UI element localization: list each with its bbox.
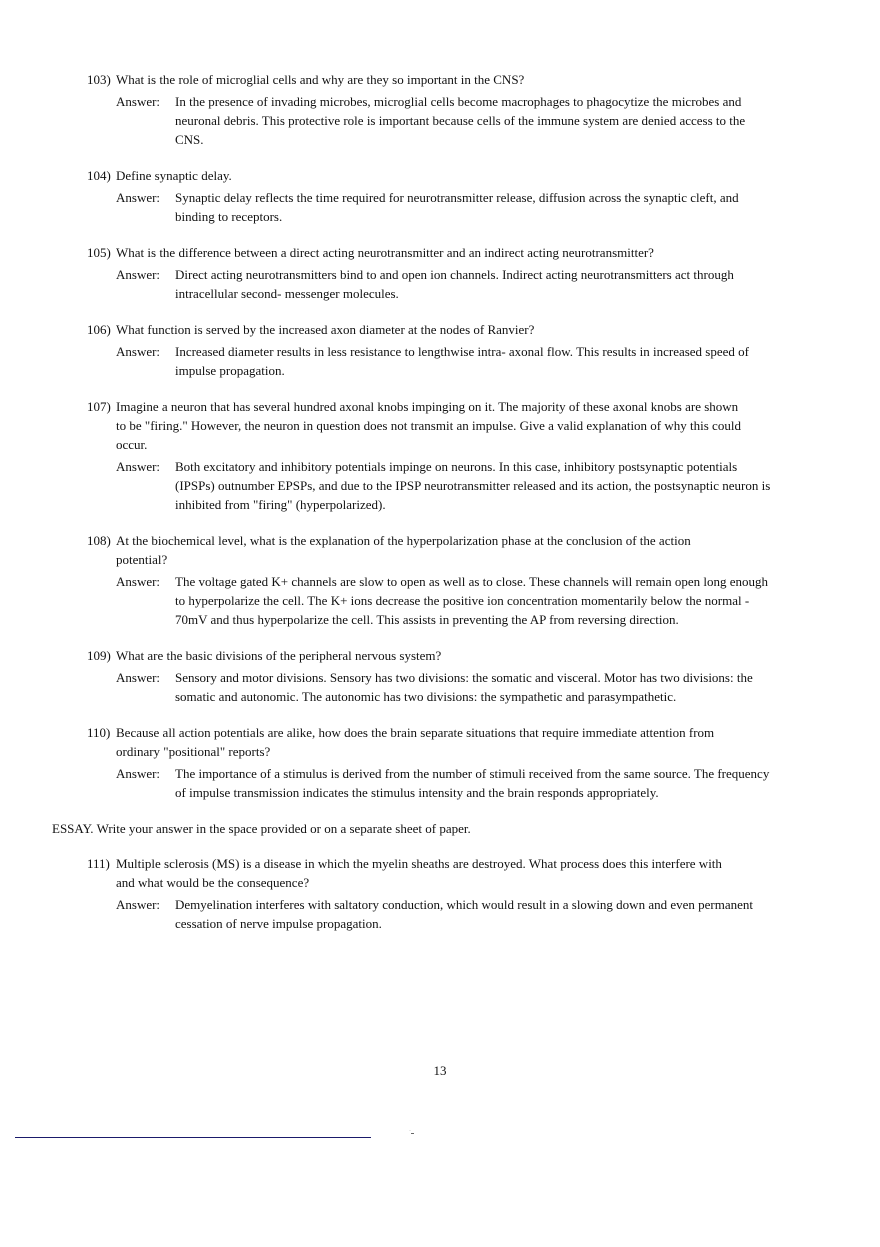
question-110 (87, 723, 772, 802)
question-line (87, 854, 772, 892)
question-105 (87, 243, 772, 303)
answer-label: Answer: (116, 897, 161, 912)
question-number: 108) (87, 533, 111, 548)
question-number: 107) (87, 399, 111, 414)
question-111 (87, 854, 772, 933)
answer-block (116, 457, 772, 514)
question-line (87, 646, 772, 665)
question-line (87, 320, 772, 339)
answer-label: Answer: (116, 94, 161, 109)
question-line (87, 166, 772, 185)
answer-text: Increased diameter results in less resistance to lengthwise intra- axonal flow. This results in increased speed of impulse propagation. (175, 344, 749, 378)
answer-block (116, 764, 772, 802)
answer-label: Answer: (116, 574, 161, 589)
answer-text: Synaptic delay reflects the time required for neurotransmitter release, diffusion across the synaptic cleft, and binding to receptors. (175, 190, 739, 224)
answer-block (116, 265, 772, 303)
question-number: 103) (87, 72, 111, 87)
question-number: 109) (87, 648, 111, 663)
answer-block (116, 668, 772, 706)
question-text: Imagine a neuron that has several hundred axonal knobs impinging on it. The majority of these axonal knobs are shown to be "firing." However, the neuron in question does not transmit an impulse. Give a valid explanation of why this could occur. (116, 399, 741, 452)
question-line (87, 70, 772, 89)
question-line (87, 397, 772, 454)
page-number: 13 (433, 1063, 447, 1078)
answer-label: Answer: (116, 267, 161, 282)
answer-text: In the presence of invading microbes, microglial cells become macrophages to phagocytize the microbes and neuronal debris. This protective role is important because cells of the immune system are denied access to the CNS. (175, 94, 746, 147)
question-text: What is the role of microglial cells and why are they so important in the CNS? (116, 72, 525, 87)
question-number: 104) (87, 168, 111, 183)
answer-block (116, 92, 772, 149)
question-104 (87, 166, 772, 226)
question-108 (87, 531, 772, 629)
question-text: At the biochemical level, what is the explanation of the hyperpolarization phase at the conclusion of the action potential? (116, 533, 691, 567)
question-line (87, 243, 772, 262)
answer-text: The importance of a stimulus is derived from the number of stimuli received from the same source. The frequency of impulse transmission indicates the stimulus intensity and the brain responds appropriately. (175, 766, 770, 800)
question-text: Define synaptic delay. (116, 168, 232, 183)
question-103 (87, 70, 772, 149)
page-content (52, 70, 772, 950)
answer-label: Answer: (116, 670, 161, 685)
question-number: 105) (87, 245, 111, 260)
question-number: 111) (87, 856, 110, 871)
essay-section-heading: ESSAY. Write your answer in the space provided or on a separate sheet of paper. (52, 821, 471, 836)
answer-label: Answer: (116, 459, 161, 474)
question-text: Multiple sclerosis (MS) is a disease in which the myelin sheaths are destroyed. What process does this interfere with and what would be the consequence? (116, 856, 722, 890)
footer-divider (15, 1137, 371, 1138)
question-number: 110) (87, 725, 111, 740)
answer-text: Both excitatory and inhibitory potentials impinge on neurons. In this case, inhibitory postsynaptic potentials (IPSPs) outnumber EPSPs, and due to the IPSP neurotransmitter released and its action, the postsynaptic neuron is inhibited from "firing" (hyperpolarized). (175, 459, 771, 512)
answer-block (116, 188, 772, 226)
question-number: 106) (87, 322, 111, 337)
answer-text: The voltage gated K+ channels are slow to open as well as to close. These channels will remain open long enough to hyperpolarize the cell. The K+ ions decrease the positive ion concentration momentarily below the normal - 70mV and thus hyperpolarize the cell. This assists in preventing the AP from reversing direction. (175, 574, 769, 627)
question-107 (87, 397, 772, 514)
answer-block (116, 895, 772, 933)
question-106 (87, 320, 772, 380)
question-text: What is the difference between a direct acting neurotransmitter and an indirect acting neurotransmitter? (116, 245, 654, 260)
question-line (87, 723, 772, 761)
question-line (87, 531, 772, 569)
answer-block (116, 572, 772, 629)
question-text: What function is served by the increased axon diameter at the nodes of Ranvier? (116, 322, 535, 337)
answer-text: Direct acting neurotransmitters bind to and open ion channels. Indirect acting neurotransmitters act through intracellular second- messenger molecules. (175, 267, 734, 301)
answer-block (116, 342, 772, 380)
answer-label: Answer: (116, 344, 161, 359)
footer-mark-text: .. (409, 1127, 411, 1132)
answer-text: Demyelination interferes with saltatory conduction, which would result in a slowing down and even permanent cessation of nerve impulse propagation. (175, 897, 753, 931)
question-109 (87, 646, 772, 706)
answer-label: Answer: (116, 190, 161, 205)
footer-mark (411, 1133, 414, 1134)
answer-text: Sensory and motor divisions. Sensory has two divisions: the somatic and visceral. Motor has two divisions: the somatic and autonomic. The autonomic has two divisions: the sympathetic and parasympathetic. (175, 670, 753, 704)
answer-label: Answer: (116, 766, 161, 781)
question-text: What are the basic divisions of the peripheral nervous system? (116, 648, 442, 663)
question-text: Because all action potentials are alike, how does the brain separate situations that require immediate attention from ordinary "positional" reports? (116, 725, 715, 759)
